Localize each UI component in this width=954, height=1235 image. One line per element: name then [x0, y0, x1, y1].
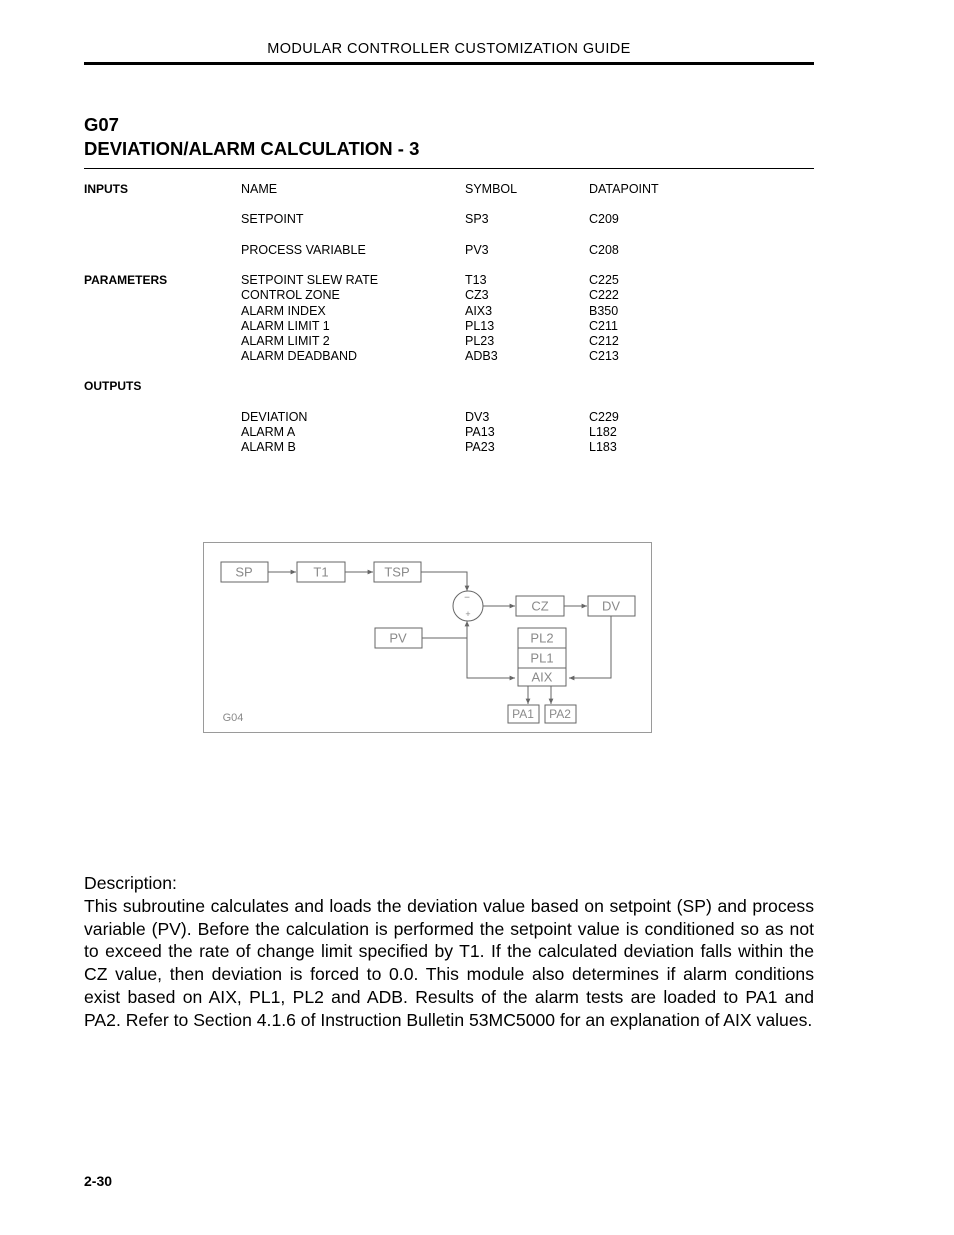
aix-label: AIX: [531, 669, 553, 685]
table-row: ALARM DEADBAND ADB3 C213: [241, 349, 619, 364]
description-title: Description:: [84, 873, 177, 893]
column-header-datapoint: DATAPOINT: [589, 182, 659, 196]
summer-minus: −: [464, 592, 470, 604]
pa2-label: PA2: [549, 707, 571, 721]
pa1-label: PA1: [512, 707, 534, 721]
column-header-symbol: SYMBOL: [465, 182, 518, 196]
table-row: PROCESS VARIABLE PV3 C208: [241, 242, 619, 257]
table-row: SETPOINT SP3 C209: [241, 212, 619, 227]
table-header-row: [84, 182, 814, 197]
subroutine-code: G07: [84, 114, 119, 135]
dv-label: DV: [601, 598, 621, 614]
header-rule: [84, 62, 814, 65]
description: [84, 872, 814, 1032]
heading-rule: [84, 168, 814, 169]
subroutine-title: DEVIATION/ALARM CALCULATION - 3: [84, 138, 420, 159]
table-row: [84, 379, 814, 394]
figure-id: G04: [222, 712, 244, 724]
description-body: This subroutine calculates and loads the deviation value based on setpoint (SP) and process variable (PV). Before the calculation is performed the setpoint value is conditioned so as not to exceed the rate of change limit specified by T1. If the calculated deviation falls within the CZ value, then deviation is forced to 0.0. This module also determines if alarm conditions exist based on AIX, PL1, PL2 and ADB. Results of the alarm tests are loaded to PA1 and PA2. Refer to Section 4.1.6 of Instruction Bulletin 53MC5000 for an explanation of AIX values.: [84, 895, 814, 1030]
inputs-label: INPUTS: [84, 182, 129, 196]
table-row: PARAMETERS SETPOINT SLEW RATE T13 C225: [84, 273, 619, 288]
pl2-label: PL2: [530, 630, 554, 646]
column-header-name: NAME: [241, 182, 278, 196]
tsp-label: TSP: [384, 564, 410, 580]
cz-label: CZ: [531, 598, 549, 614]
function-block-diagram: [203, 542, 652, 733]
io-table: [84, 182, 814, 455]
running-header: MODULAR CONTROLLER CUSTOMIZATION GUIDE: [267, 41, 631, 57]
table-row: ALARM INDEX AIX3 B350: [241, 303, 619, 318]
section-heading: [84, 113, 814, 161]
table-row: DEVIATION DV3 C229: [241, 409, 619, 424]
pv-label: PV: [389, 630, 407, 646]
parameters-label: PARAMETERS: [84, 273, 168, 288]
sp-label: SP: [235, 564, 253, 580]
table-row: ALARM B PA23 L183: [241, 440, 617, 455]
table-row: ALARM LIMIT 2 PL23 C212: [241, 333, 619, 348]
pl1-label: PL1: [530, 650, 554, 666]
table-row: ALARM A PA13 L182: [241, 425, 617, 439]
table-row: CONTROL ZONE CZ3 C222: [241, 288, 619, 303]
t1-label: T1: [313, 564, 329, 580]
table-row: ALARM LIMIT 1 PL13 C211: [241, 318, 618, 333]
outputs-label: OUTPUTS: [84, 379, 142, 394]
page-number: 2-30: [84, 1173, 113, 1189]
summer-plus: +: [465, 609, 471, 619]
